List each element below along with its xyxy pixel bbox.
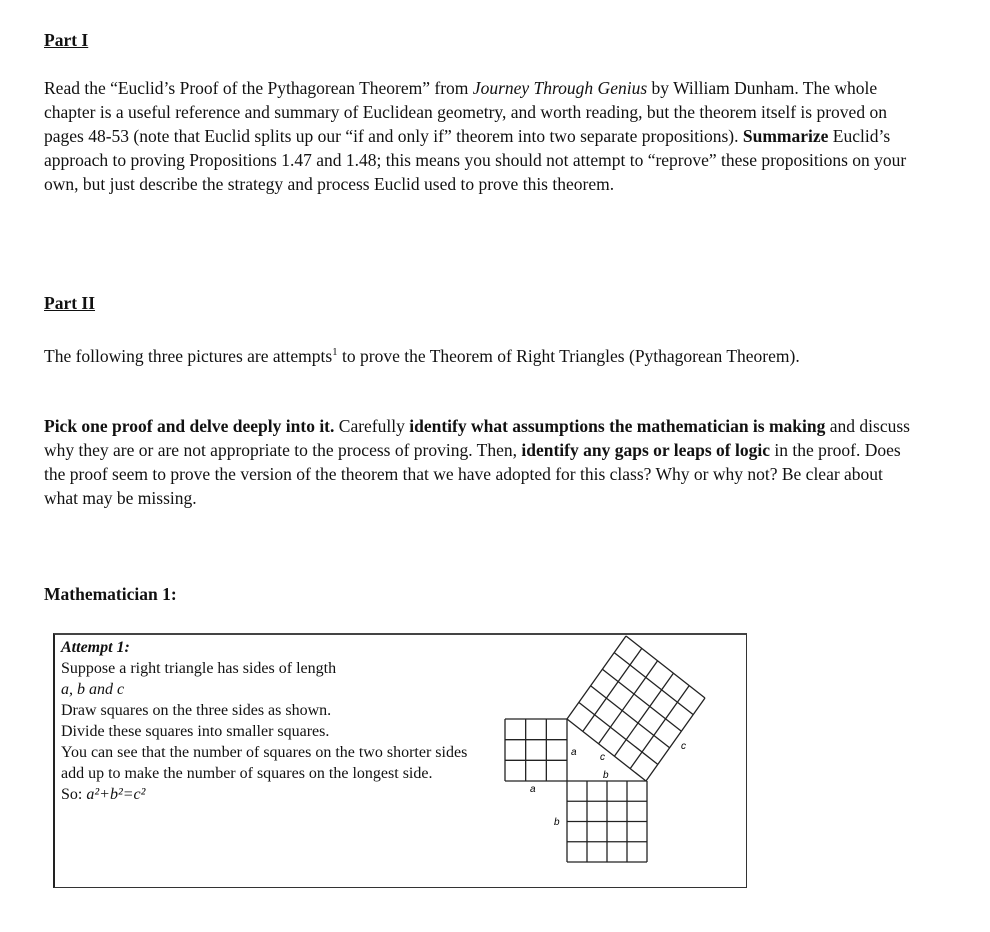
footnote-mark[interactable]: 1 — [332, 346, 338, 358]
square-c-grid — [567, 636, 705, 781]
text: Read the “Euclid’s Proof of the Pythagorean Theorem” from — [44, 78, 473, 98]
emphasis: Summarize — [742, 126, 829, 146]
square-b-grid — [567, 781, 647, 862]
formula: a²+b²=c² — [86, 786, 146, 803]
book-title: Journey Through Genius — [472, 78, 648, 98]
text: in the proof. Does the proof seem to prove the version of the theorem that we have adopted for this class? Why or why not? Be clear about what may be missing. — [44, 440, 901, 508]
attempt-line: Draw squares on the three sides as shown. — [61, 702, 332, 719]
attempt-title: Attempt 1: — [61, 639, 130, 656]
emphasis: identify any gaps or leaps of logic — [521, 440, 770, 460]
text: to prove the Theorem of Right Triangles (Pythagorean Theorem). — [337, 345, 800, 366]
side-label-b: b — [603, 770, 609, 781]
text: Euclid’s approach to proving Propositions 1.47 and 1.48; this means you should not attempt to “reprove” these propositions on your own, but just describe the strategy and process Euclid used to prove this theorem. — [44, 126, 907, 194]
square-a-grid — [505, 719, 567, 781]
attempt-line: You can see that the number of squares on the two shorter sides add up to make the number of squares on the longest side. — [61, 744, 468, 782]
conclusion-prefix: So: — [61, 786, 87, 803]
text: and discuss why they are or are not appropriate to the process of proving. Then, — [44, 416, 910, 460]
side-label-a: a — [530, 784, 536, 795]
part1-heading: Part I — [44, 30, 89, 50]
side-label-a: a — [571, 747, 577, 758]
mathematician1-heading: Mathematician 1: — [44, 584, 177, 604]
text: Carefully — [334, 416, 410, 436]
emphasis: identify what assumptions the mathematician is making — [409, 416, 826, 436]
text: The following three pictures are attempts — [44, 345, 333, 366]
side-label-c: c — [600, 752, 605, 763]
attempt-line: Divide these squares into smaller squares. — [61, 723, 330, 740]
part2-heading: Part II — [44, 293, 96, 313]
side-label-b: b — [554, 817, 560, 828]
attempt-line: a, b and c — [61, 681, 125, 698]
text: by William Dunham. The whole chapter is a useful reference and summary of Euclidean geometry, and worth reading, but the theorem itself is proved on pages 48-53 (note that Euclid splits up our “if and only if” theorem into two separate propositions). — [44, 78, 887, 146]
attempt-line: Suppose a right triangle has sides of length — [61, 660, 337, 677]
emphasis: Pick one proof and delve deeply into it. — [44, 416, 335, 436]
side-label-c: c — [681, 741, 686, 752]
